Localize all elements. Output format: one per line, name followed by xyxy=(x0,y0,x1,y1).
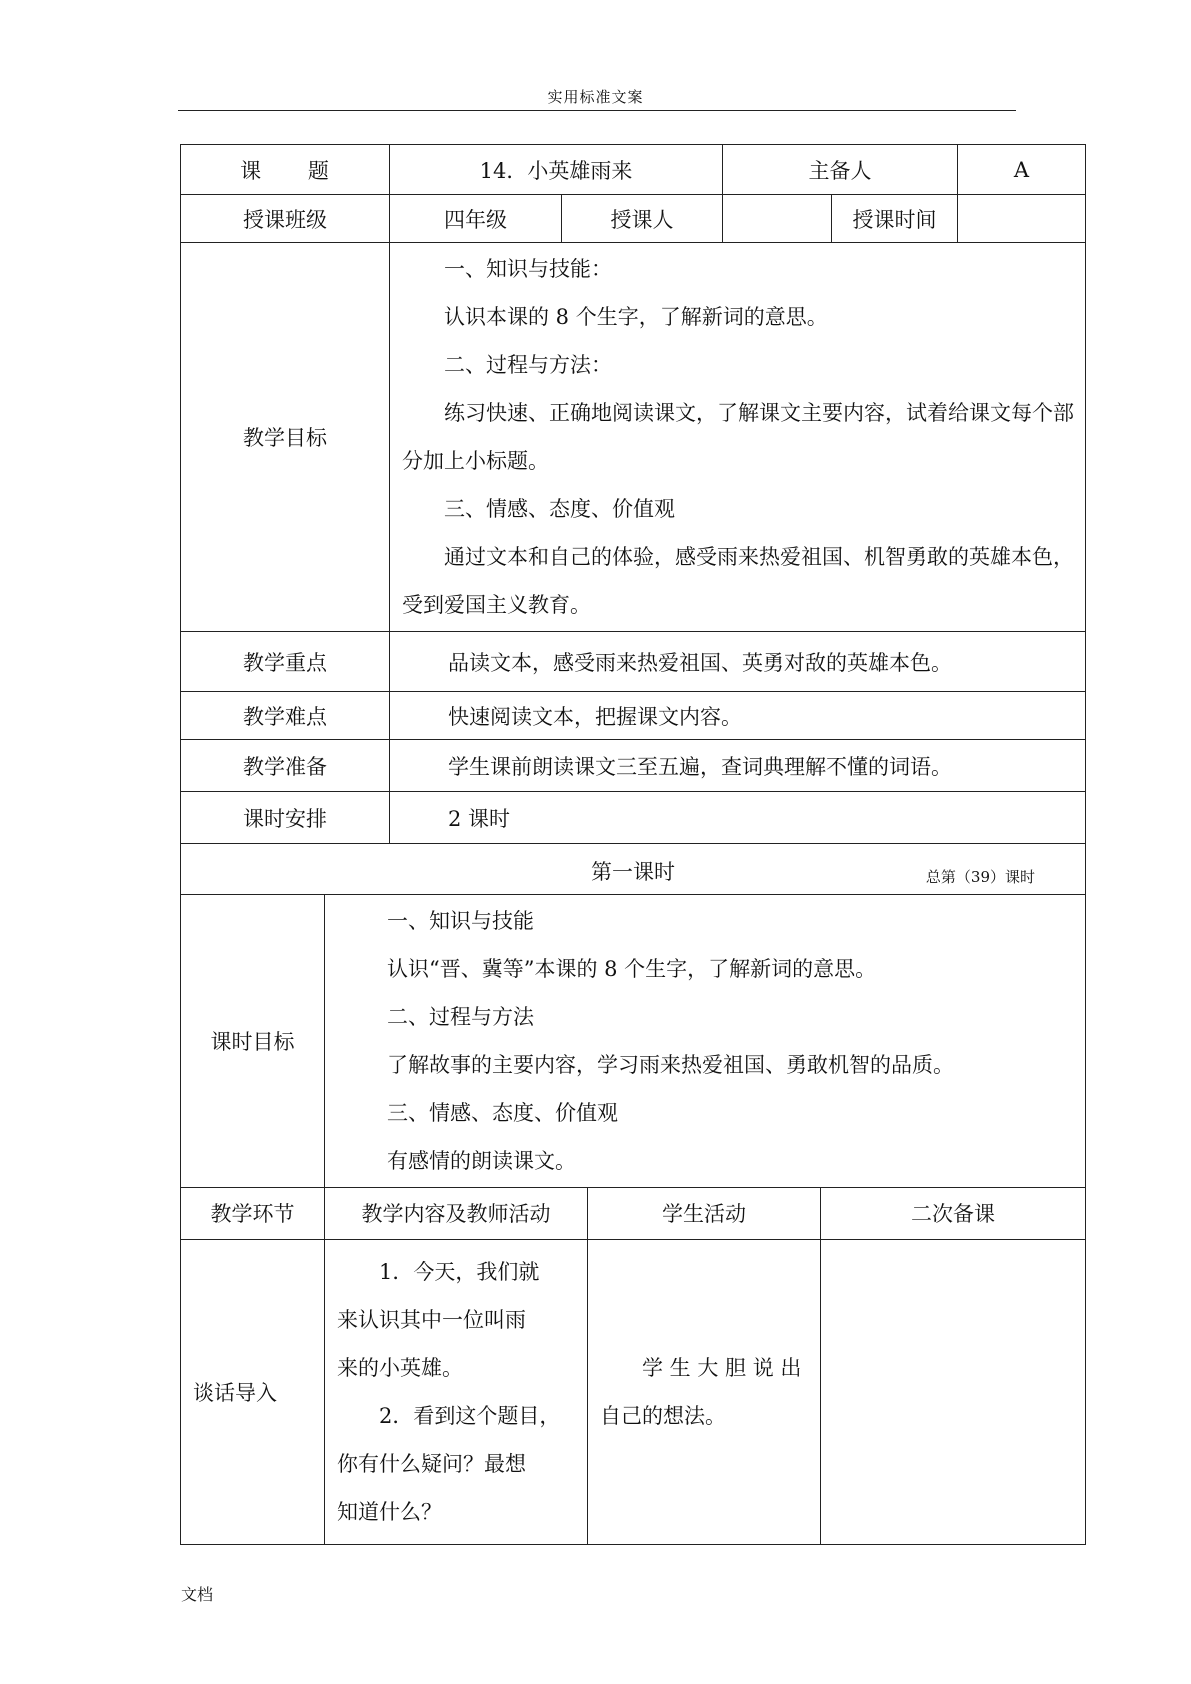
difficulty-label: 教学难点 xyxy=(181,692,390,740)
process-header-content: 教学内容及教师活动 xyxy=(325,1187,588,1239)
goals-line: 一、知识与技能： xyxy=(444,257,612,281)
goals-content xyxy=(390,243,1086,632)
class-value: 四年级 xyxy=(390,195,562,243)
difficulty-value: 快速阅读文本，把握课文内容。 xyxy=(390,692,1086,740)
teacher-value xyxy=(723,195,832,243)
period-goals-content xyxy=(325,895,1086,1188)
page-header: 实用标准文案 xyxy=(547,88,644,106)
topic-value: 14．小英雄雨来 xyxy=(390,145,723,195)
stage-student-line: 学 生 大 胆 说 出 xyxy=(642,1355,802,1380)
preparation-label: 教学准备 xyxy=(181,740,390,792)
page-footer: 文档 xyxy=(181,1585,214,1604)
goals-line: 三、情感、态度、价值观 xyxy=(444,497,675,521)
goals-line: 通过文本和自己的体验，感受雨来热爱祖国、机智勇敢的英雄本色，受到爱国主义教育。 xyxy=(402,545,1074,617)
goals-label: 教学目标 xyxy=(181,243,390,632)
stage-student xyxy=(588,1239,821,1544)
stage-content-line: 1．今天，我们就 xyxy=(379,1259,540,1284)
stage-content-line: 来认识其中一位叫雨 xyxy=(337,1307,526,1332)
teacher-label: 授课人 xyxy=(562,195,723,243)
stage-content-line: 你有什么疑问？最想 xyxy=(337,1451,526,1476)
schedule-value: 2 课时 xyxy=(390,792,1086,844)
period-goals-label: 课时目标 xyxy=(181,895,325,1188)
period-goals-line: 二、过程与方法 xyxy=(387,1005,534,1029)
goals-line: 认识本课的 8 个生字，了解新词的意思。 xyxy=(444,305,828,329)
stage-content-line: 来的小英雄。 xyxy=(337,1355,463,1380)
schedule-label: 课时安排 xyxy=(181,792,390,844)
time-label: 授课时间 xyxy=(832,195,958,243)
topic-label-text: 课 题 xyxy=(240,158,330,183)
lesson-plan-document xyxy=(180,144,1085,1545)
lesson-plan-table xyxy=(180,144,1086,1188)
lead-preparer-value: A xyxy=(958,145,1086,195)
process-table xyxy=(180,1187,1086,1545)
period-header xyxy=(181,844,1086,895)
period-goals-line: 认识“晋、冀等”本课的 8 个生字，了解新词的意思。 xyxy=(387,957,877,981)
stage-content xyxy=(325,1239,588,1544)
stage-name: 谈话导入 xyxy=(181,1239,325,1544)
period-goals-line: 了解故事的主要内容，学习雨来热爱祖国、勇敢机智的品质。 xyxy=(387,1053,954,1077)
preparation-value: 学生课前朗读课文三至五遍，查词典理解不懂的词语。 xyxy=(390,740,1086,792)
focus-value: 品读文本，感受雨来热爱祖国、英勇对敌的英雄本色。 xyxy=(390,632,1086,692)
period-title: 第一课时 xyxy=(591,860,675,884)
goals-line: 练习快速、正确地阅读课文，了解课文主要内容，试着给课文每个部分加上小标题。 xyxy=(402,401,1074,473)
period-goals-line: 有感情的朗读课文。 xyxy=(387,1149,576,1173)
topic-label xyxy=(181,145,390,195)
stage-content-line: 知道什么？ xyxy=(337,1499,442,1524)
stage-student-line: 自己的想法。 xyxy=(600,1403,726,1428)
focus-label: 教学重点 xyxy=(181,632,390,692)
period-total: 总第（39）课时 xyxy=(925,868,1036,886)
period-goals-line: 三、情感、态度、价值观 xyxy=(387,1101,618,1125)
process-header-second: 二次备课 xyxy=(821,1187,1086,1239)
stage-second xyxy=(821,1239,1086,1544)
process-header-student: 学生活动 xyxy=(588,1187,821,1239)
time-value xyxy=(958,195,1086,243)
period-goals-line: 一、知识与技能 xyxy=(387,909,534,933)
goals-line: 二、过程与方法： xyxy=(444,353,612,377)
stage-content-line: 2．看到这个题目， xyxy=(379,1403,561,1428)
lead-preparer-label: 主备人 xyxy=(723,145,958,195)
header-rule xyxy=(178,110,1016,111)
class-label: 授课班级 xyxy=(181,195,390,243)
process-header-stage: 教学环节 xyxy=(181,1187,325,1239)
